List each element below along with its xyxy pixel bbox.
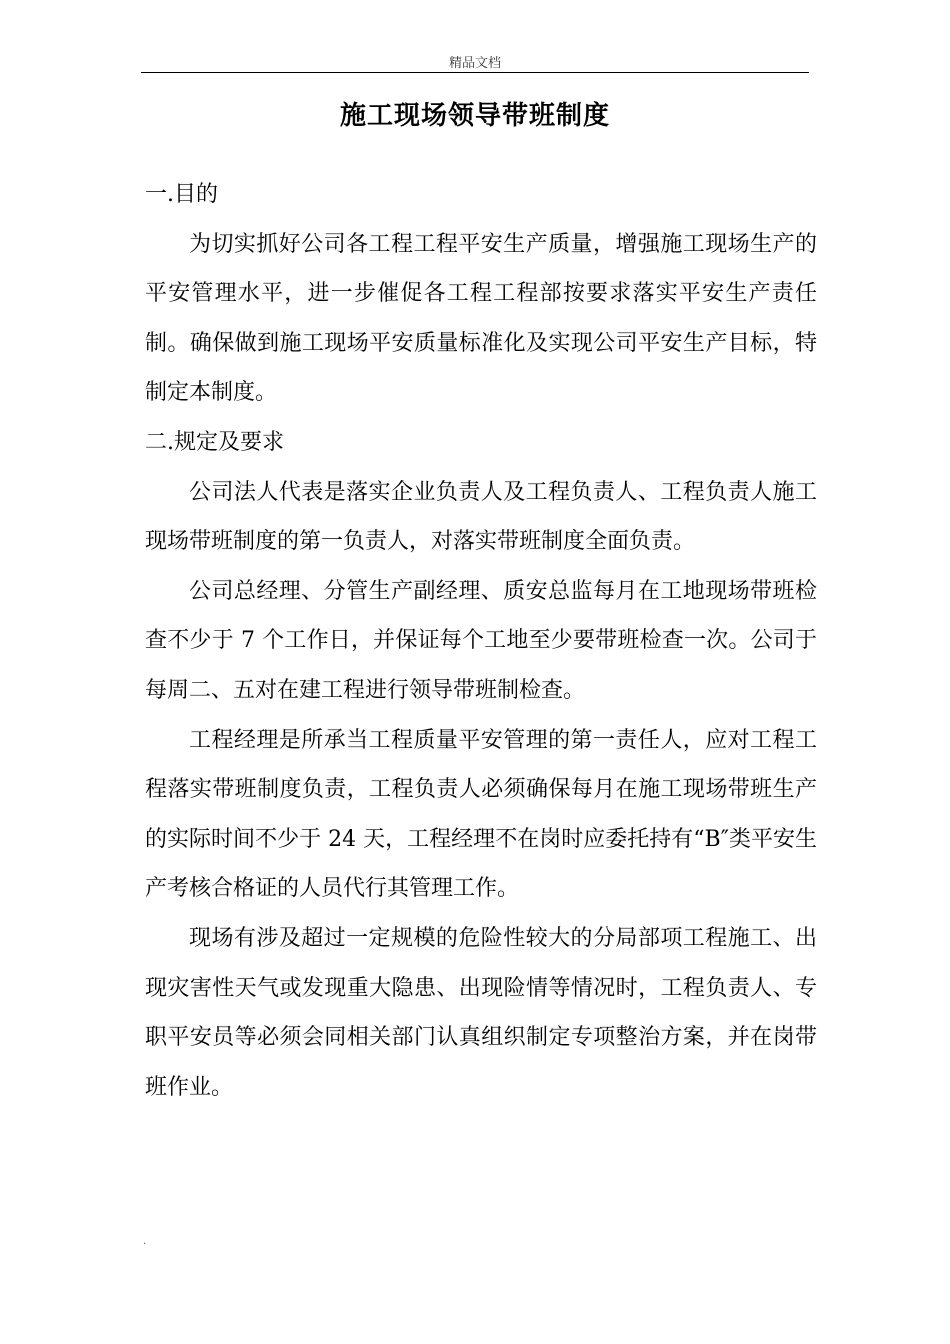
paragraph-legal-representative: 公司法人代表是落实企业负责人及工程负责人、工程负责人施工现场带班制度的第一负责人，对落实带班制度全面负责。 xyxy=(145,479,817,555)
document-title: 施工现场领导带班制度 xyxy=(339,101,610,131)
footer-mark: . xyxy=(143,1236,147,1247)
document-body xyxy=(145,170,817,1112)
paragraph-special-situations: 现场有涉及超过一定规模的危险性较大的分局部项工程施工、出现灾害性天气或发现重大隐患、出现险情等情况时，工程负责人、专职平安员等必须会同相关部门认真组织制定专项整治方案，并在岗带班作业。 xyxy=(145,925,817,1100)
page-header: 精品文档 xyxy=(448,56,501,71)
paragraph-company-inspection: 公司总经理、分管生产副经理、质安总监每月在工地现场带班检查不少于 7 个工作日，并保证每个工地至少要带班检查一次。公司于每周二、五对在建工程进行领导带班制检查。 xyxy=(145,578,817,703)
section-heading-requirements: 二.规定及要求 xyxy=(145,429,284,455)
paragraph-purpose: 为切实抓好公司各工程工程平安生产质量，增强施工现场生产的平安管理水平，进一步催促各工程工程部按要求落实平安生产责任制。确保做到施工现场平安质量标准化及实现公司平安生产目标，特制定本制度。 xyxy=(145,231,817,406)
section-heading-purpose: 一.目的 xyxy=(145,182,218,207)
paragraph-project-manager: 工程经理是所承当工程质量平安管理的第一责任人，应对工程工程落实带班制度负责，工程负责人必须确保每月在施工现场带班生产的实际时间不少于 24 天，工程经理不在岗时应委托持有“B″类平安生产考核合格证的人员代行其管理工作。 xyxy=(145,727,817,902)
header-divider xyxy=(141,72,809,73)
